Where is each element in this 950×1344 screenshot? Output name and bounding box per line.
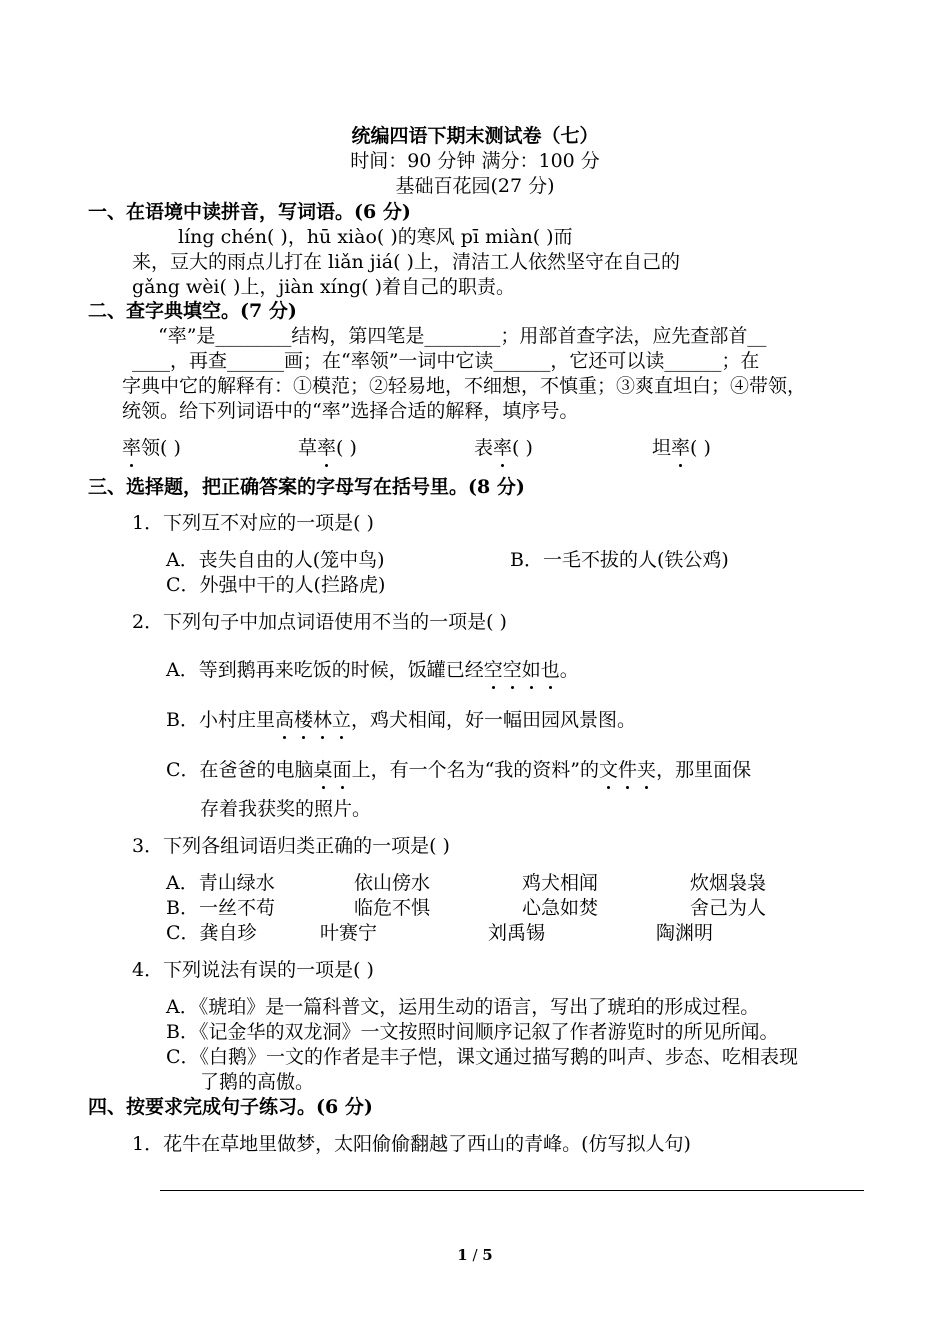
q3-s3-row-c-3: 刘禹锡 — [488, 922, 546, 944]
q3-s3-row-a-3: 鸡犬相闻 — [522, 872, 599, 894]
page-title: 统编四语下期末测试卷（七） — [351, 125, 599, 147]
q3-s3-row-c-2: 叶赛宁 — [320, 922, 378, 944]
q3-s3-row-a-4: 炊烟袅袅 — [690, 872, 767, 894]
q3-s4-option-a: A．《琥珀》是一篇科普文，运用生动的语言，写出了琥珀的形成过程。 — [166, 996, 760, 1018]
q2-line4: 统领。给下列词语中的“率”选择合适的解释，填序号。 — [122, 400, 579, 422]
q3-s3-row-b-1: B．一丝不苟 — [166, 897, 275, 919]
q2-line3: 字典中它的解释有：①模范；②轻易地，不细想，不慎重；③爽直坦白；④带领， — [122, 375, 807, 397]
q3-s3-row-b-4: 舍己为人 — [690, 897, 767, 919]
q3-s2-option-c: C．在爸爸的电脑桌面上，有一个名为“我的资料”的文件夹，那里面保 — [166, 759, 752, 781]
q2-heading: 二、查字典填空。(7 分) — [88, 300, 297, 322]
q2-line1: “率”是________结构，第四笔是________；用部首查字法，应先查部首__ — [158, 325, 767, 347]
emphasis-dot-char: 率 — [671, 437, 691, 459]
q3-s4-stem: 4．下列说法有误的一项是( ) — [132, 959, 374, 981]
q1-line1: líng chén( )，hū xiào( )的寒风 pī miàn( )而 — [178, 226, 573, 248]
time-score: 时间：90 分钟 满分：100 分 — [350, 150, 600, 172]
emphasis-dot-char: 率 — [122, 437, 142, 459]
q3-s1-option-a: A．丧失自由的人(笼中鸟) — [166, 549, 385, 571]
q3-s4-option-c-line2: 了鹅的高傲。 — [200, 1071, 315, 1093]
q3-s4-option-c: C．《白鹅》一文的作者是丰子恺，课文通过描写鹅的叫声、步态、吃相表现 — [166, 1046, 799, 1068]
emphasis-dot-char: 率 — [493, 437, 513, 459]
q3-s3-row-c-4: 陶渊明 — [656, 922, 714, 944]
q3-s4-option-b: B．《记金华的双龙洞》一文按照时间顺序记叙了作者游览时的所见所闻。 — [166, 1021, 779, 1043]
q3-heading: 三、选择题，把正确答案的字母写在括号里。(8 分) — [88, 476, 525, 498]
q4-s1-stem: 1．花牛在草地里做梦，太阳偷偷翻越了西山的青峰。(仿写拟人句) — [132, 1133, 691, 1155]
q2-word-2: 草率( ) — [298, 437, 357, 459]
q2-line2: ____，再查______画；在“率领”一词中它读______，它还可以读______；在 — [132, 350, 760, 372]
q3-s3-row-c-1: C．龚自珍 — [166, 922, 257, 944]
q3-s3-stem: 3．下列各组词语归类正确的一项是( ) — [132, 835, 450, 857]
q3-s1-option-c: C．外强中干的人(拦路虎) — [166, 574, 386, 596]
q2-word-1: 率领( ) — [122, 437, 181, 459]
q3-s1-option-b: B．一毛不拔的人(铁公鸡) — [510, 549, 729, 571]
q1-line3: gǎng wèi( )上，jiàn xíng( )着自己的职责。 — [132, 276, 516, 298]
q3-s3-row-a-2: 依山傍水 — [354, 872, 431, 894]
q1-heading: 一、在语境中读拼音，写词语。(6 分) — [88, 201, 411, 223]
part-title: 基础百花园(27 分) — [395, 175, 555, 197]
q3-s3-row-b-3: 心急如焚 — [522, 897, 599, 919]
q3-s2-option-b: B．小村庄里高楼林立，鸡犬相闻，好一幅田园风景图。 — [166, 709, 637, 731]
q2-word-4: 坦率( ) — [652, 437, 711, 459]
page-number: 1 / 5 — [457, 1246, 493, 1264]
q4-heading: 四、按要求完成句子练习。(6 分) — [88, 1096, 373, 1118]
answer-line — [160, 1190, 864, 1191]
q3-s3-row-a-1: A．青山绿水 — [166, 872, 275, 894]
q3-s2-option-a: A．等到鹅再来吃饭的时候，饭罐已经空空如也。 — [166, 659, 579, 681]
q3-s3-row-b-2: 临危不惧 — [354, 897, 431, 919]
q2-word-3: 表率( ) — [474, 437, 533, 459]
q1-line2: 来，豆大的雨点儿打在 liǎn jiá( )上，清洁工人依然坚守在自己的 — [132, 251, 680, 273]
q3-s2-stem: 2．下列句子中加点词语使用不当的一项是( ) — [132, 611, 507, 633]
emphasis-dot-char: 率 — [317, 437, 337, 459]
q3-s2-option-c-line2: 存着我获奖的照片。 — [200, 798, 372, 820]
q3-s1-stem: 1．下列互不对应的一项是( ) — [132, 512, 374, 534]
